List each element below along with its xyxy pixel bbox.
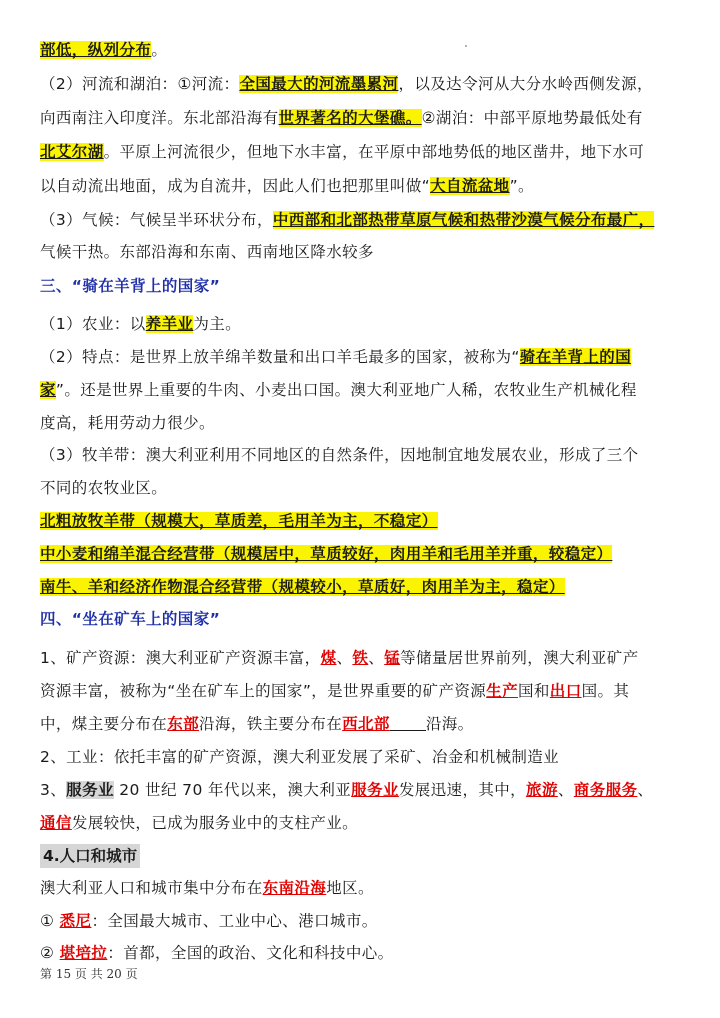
line-canberra: ② 堪培拉：首都，全国的政治、文化和科技中心。 [40,944,394,962]
line-feature-3: 度高，耗用劳动力很少。 [40,414,215,432]
section-heading-3: 三、“骑在羊背上的国家” [40,277,221,295]
line-sheepbelt-1: （3）牧羊带：澳大利亚利用不同地区的自然条件，因地制宜地发展农业，形成了三个 [40,446,639,464]
line-climate-2: 气候干热。东部沿海和东南、西南地区降水较多 [40,243,374,261]
section-heading-population: 4.人口和城市 [40,844,140,868]
section-heading-4: 四、“坐在矿车上的国家” [40,610,221,628]
line-zone-south: 南牛、羊和经济作物混合经营带（规模较小，草质好，肉用羊为主，稳定） [40,578,565,596]
line-feature-1: （2）特点：是世界上放羊绵羊数量和出口羊毛最多的国家，被称为“骑在羊背上的国 [40,348,632,366]
line-rivers-3: 北艾尔湖。平原上河流很少，但地下水丰富，在平原中部地势低的地区凿井，地下水可 [40,143,645,161]
line-climate-1: （3）气候：气候呈半环状分布，中西部和北部热带草原气候和热带沙漠气候分布最广， [40,211,655,229]
line-population: 澳大利亚人口和城市集中分布在东南沿海地区。 [40,879,374,897]
line-feature-2: 家”。还是世界上重要的牛肉、小麦出口国。澳大利亚地广人稀，农牧业生产机械化程 [40,381,637,399]
line-sydney: ① 悉尼：全国最大城市、工业中心、港口城市。 [40,912,378,930]
line-terrain-end: 部低，纵列分布。 [40,41,168,59]
line-industry: 2、工业：依托丰富的矿产资源，澳大利亚发展了采矿、冶金和机械制造业 [40,748,560,766]
line-rivers-2: 向西南注入印度洋。东北部沿海有世界著名的大堡礁。②湖泊：中部平原地势最低处有 [40,109,643,127]
page-footer: 第 15 页 共 20 页 [40,967,138,981]
line-minerals-2: 资源丰富，被称为“坐在矿车上的国家”，是世界重要的矿产资源生产国和出口国。其 [40,682,630,700]
line-rivers-4: 以自动流出地面，成为自流井，因此人们也把那里叫做“大自流盆地”。 [40,177,534,195]
line-sheepbelt-2: 不同的农牧业区。 [40,479,168,497]
line-agriculture: （1）农业：以养羊业为主。 [40,315,242,333]
line-zone-north: 北粗放牧羊带（规模大，草质差，毛用羊为主，不稳定） [40,512,438,530]
line-minerals-1: 1、矿产资源：澳大利亚矿产资源丰富，煤、铁、锰等储量居世界前列，澳大利亚矿产 [40,649,639,667]
line-services-2: 通信发展较快，已成为服务业中的支柱产业。 [40,814,359,832]
line-zone-middle: 中小麦和绵羊混合经营带（规模居中，草质较好，肉用羊和毛用羊并重，较稳定） [40,545,613,563]
line-rivers-1: （2）河流和湖泊：①河流：全国最大的河流墨累河，以及达令河从大分水岭西侧发源， [40,75,653,93]
line-minerals-3: 中，煤主要分布在东部沿海，铁主要分布在西北部 沿海。 [40,715,474,733]
line-services-1: 3、服务业 20 世纪 70 年代以来，澳大利亚服务业发展迅速，其中，旅游、商务服务、 [40,781,654,799]
fill-blank [390,714,426,731]
